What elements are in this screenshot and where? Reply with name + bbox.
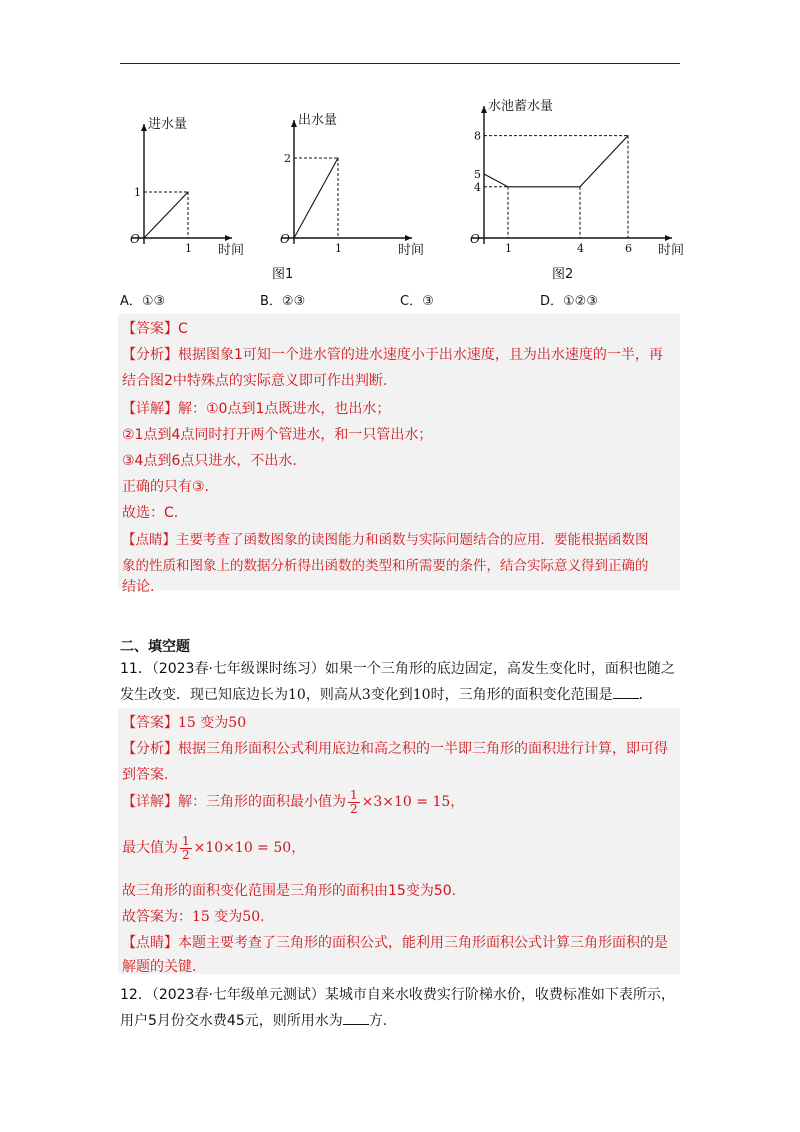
x-tick-label: 4: [577, 242, 584, 255]
y-tick-label: 8: [474, 129, 481, 143]
q12-stem-2: 用户5月份交水费45元，则所用水为 方.: [120, 1010, 387, 1030]
figure2-caption: 图2: [552, 267, 574, 282]
x-tick-label: 6: [625, 242, 632, 255]
x-axis-label: 时间: [218, 243, 245, 258]
chart-inflow: [120, 110, 245, 260]
section-title: 二、填空题: [120, 639, 190, 655]
q11-solution-box: [118, 708, 680, 974]
q11-analysis-2: 到答案.: [122, 767, 169, 783]
x-tick-label: 1: [505, 242, 512, 255]
q11-detail-2: 最大值为 $\frac{1}{2}$ ×10×10 = 50，: [122, 833, 306, 862]
q11-detail-3: 故三角形的面积变化范围是三角形的面积由15变为50.: [122, 883, 457, 899]
origin-label: O: [470, 232, 480, 246]
header-rule: [120, 63, 680, 64]
q11-detail-1: 【详解】解：三角形的面积最小值为 $\frac{1}{2}$ ×3×10 = 15，: [122, 787, 465, 816]
data-point: [483, 173, 484, 174]
origin-label: O: [280, 232, 290, 246]
q10-detail-2: ②1点到4点同时打开两个管进水，和一只管出水；: [122, 427, 433, 443]
answer-blank[interactable]: [613, 684, 639, 699]
answer-options: [120, 290, 680, 310]
x-axis-arrow: [665, 235, 672, 241]
y-tick-label: 1: [134, 186, 141, 199]
chart-pool-storage: [460, 92, 685, 262]
data-line: [294, 158, 338, 238]
y-axis-arrow: [141, 124, 147, 131]
q10-detail-4: 正确的只有③.: [122, 479, 210, 495]
x-axis-label: 时间: [658, 243, 685, 258]
y-tick-label: 2: [284, 152, 291, 165]
q10-detail-1: 【详解】解：①0点到1点既进水，也出水；: [122, 401, 391, 417]
y-axis-label: 出水量: [298, 113, 338, 128]
data-point: [143, 237, 144, 238]
q11-answer: 【答案】15 变为50: [122, 715, 247, 731]
q11-stem-1: 11．（2023春·七年级课时练习）如果一个三角形的底边固定，高发生变化时，面积也随之: [120, 661, 675, 677]
x-tick-label: 1: [185, 242, 192, 255]
q11-comment-2: 解题的关键.: [122, 959, 197, 975]
y-axis-arrow: [291, 120, 297, 127]
y-axis-label: 水池蓄水量: [488, 99, 554, 114]
origin-label: O: [130, 232, 140, 246]
fraction-half: $\frac{1}{2}$: [182, 833, 190, 862]
q11-detail-4: 故答案为：15 变为50.: [122, 909, 265, 925]
q10-analysis-1: 【分析】根据图象1可知一个进水管的进水速度小于出水速度，且为出水速度的一半，再: [122, 347, 663, 363]
option-b[interactable]: B．②③: [260, 294, 306, 309]
figure1-caption: 图1: [272, 267, 294, 282]
q11-analysis-1: 【分析】根据三角形面积公式利用底边和高之积的一半即三角形的面积进行计算，即可得: [122, 741, 668, 757]
y-axis-arrow: [481, 106, 487, 113]
data-line: [484, 136, 628, 187]
x-axis-label: 时间: [398, 243, 425, 258]
q10-comment-3: 结论.: [122, 579, 155, 595]
q10-detail-5: 故选：C.: [122, 505, 179, 521]
x-axis-arrow: [405, 235, 412, 241]
q10-comment-1: 【点睛】主要考查了函数图象的读图能力和函数与实际问题结合的应用．要能根据函数图: [122, 532, 649, 548]
y-axis-label: 进水量: [148, 117, 188, 132]
answer-blank[interactable]: [343, 1010, 369, 1025]
x-tick-label: 1: [335, 242, 342, 255]
option-a[interactable]: A．①③: [120, 294, 166, 309]
q12-stem-1: 12．（2023春·七年级单元测试）某城市自来水收费实行阶梯水价，收费标准如下表所示，: [120, 987, 675, 1003]
q11-stem-2: 发生改变．现已知底边长为10，则高从3变化到10时，三角形的面积变化范围是 ．: [120, 684, 653, 704]
q10-comment-2: 象的性质和图象上的数据分析得出函数的类型和所需要的条件，结合实际意义得到正确的: [122, 558, 649, 574]
data-line: [144, 192, 188, 238]
q10-analysis-2: 结合图2中特殊点的实际意义即可作出判断.: [122, 373, 388, 389]
option-c[interactable]: C．③: [400, 294, 434, 309]
q10-detail-3: ③4点到6点只进水，不出水.: [122, 453, 297, 469]
data-point: [293, 237, 294, 238]
chart-outflow: [270, 110, 425, 260]
x-axis-arrow: [225, 235, 232, 241]
q10-solution-box: [118, 314, 680, 595]
q11-comment-1: 【点睛】本题主要考查了三角形的面积公式，能利用三角形面积公式计算三角形面积的是: [122, 935, 668, 951]
y-tick-label: 4: [474, 180, 481, 194]
q10-answer: 【答案】C: [122, 321, 188, 337]
fraction-half: $\frac{1}{2}$: [350, 787, 358, 816]
y-tick-label: 5: [474, 168, 481, 181]
option-d[interactable]: D．①②③: [540, 294, 598, 309]
